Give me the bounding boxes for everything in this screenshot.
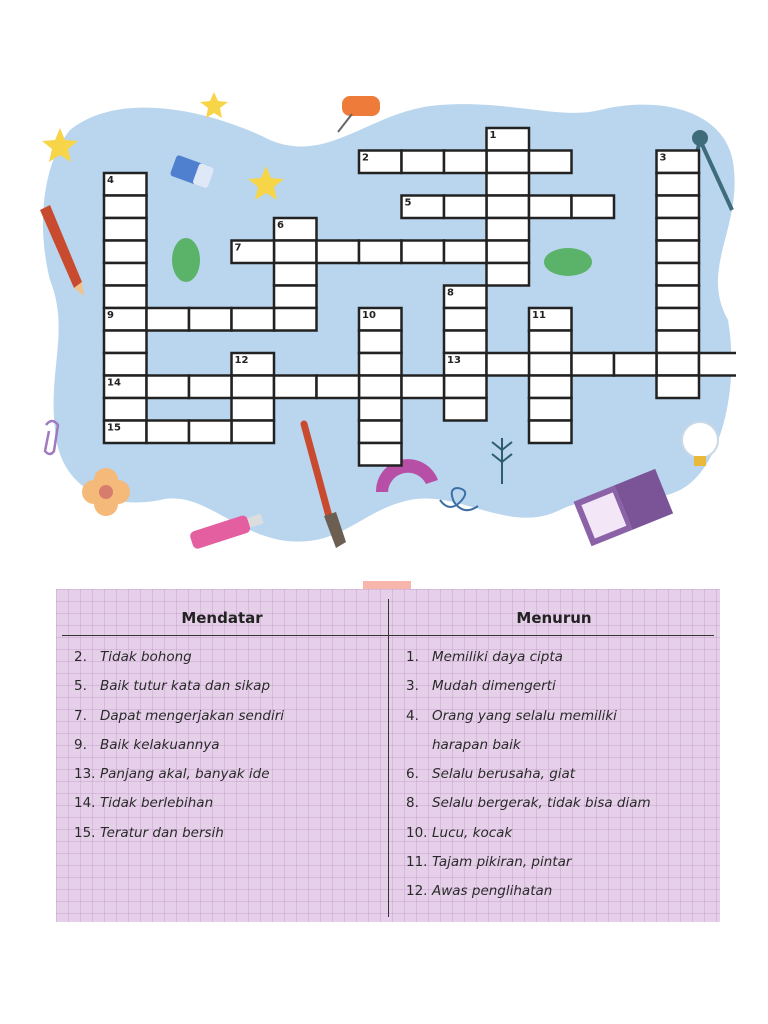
across-clue: 14. Tidak berlebihan (74, 795, 214, 812)
grid-cell[interactable] (232, 308, 275, 331)
grid-cell[interactable] (487, 353, 530, 376)
grid-cell[interactable] (274, 308, 317, 331)
grid-cell[interactable] (657, 331, 700, 354)
clue-card (56, 589, 720, 922)
grid-cell[interactable] (657, 353, 700, 376)
grid-cell[interactable] (444, 151, 487, 174)
grid-cell[interactable] (529, 151, 572, 174)
grid-cell[interactable] (657, 196, 700, 219)
grid-cell[interactable] (232, 398, 275, 421)
clue-number-10: 10 (362, 310, 376, 321)
grid-cell[interactable] (657, 376, 700, 399)
leaf-icon (544, 248, 592, 276)
grid-cell[interactable] (317, 376, 360, 399)
grid-cell[interactable] (232, 421, 275, 444)
grid-cell[interactable] (317, 241, 360, 264)
column-divider (388, 599, 389, 917)
grid-cell[interactable] (147, 376, 190, 399)
across-clue: 7. Dapat mengerjakan sendiri (74, 707, 285, 724)
clue-number-7: 7 (234, 242, 242, 254)
grid-cell[interactable] (274, 286, 317, 309)
grid-cell[interactable] (359, 443, 402, 466)
grid-cell[interactable] (104, 398, 147, 421)
grid-cell[interactable] (699, 353, 736, 376)
grid-cell[interactable] (274, 241, 317, 264)
down-clue: 12. Awas penglihatan (406, 883, 553, 900)
grid-cell[interactable] (444, 376, 487, 399)
grid-cell[interactable] (657, 263, 700, 286)
grid-cell[interactable] (359, 376, 402, 399)
clue-number-12: 12 (234, 355, 249, 366)
clue-number-9: 9 (107, 310, 114, 321)
grid-cell[interactable] (104, 218, 147, 241)
across-clue: 15. Teratur dan bersih (74, 824, 224, 841)
grid-cell[interactable] (104, 263, 147, 286)
grid-cell[interactable] (104, 353, 147, 376)
across-clue: 5. Baik tutur kata dan sikap (74, 678, 271, 695)
across-title: Mendatar (181, 609, 263, 627)
down-clue: harapan baik (432, 736, 521, 753)
down-title: Menurun (516, 609, 592, 627)
grid-cell[interactable] (572, 353, 615, 376)
grid-cell[interactable] (402, 241, 445, 264)
down-clue-list (406, 647, 651, 911)
star-icon (200, 92, 228, 118)
grid-cell[interactable] (529, 421, 572, 444)
grid-cell[interactable] (104, 196, 147, 219)
crossword-svg (40, 90, 736, 570)
clue-number-11: 11 (532, 310, 546, 321)
clue-number-5: 5 (404, 197, 412, 209)
grid-cell[interactable] (444, 196, 487, 219)
grid-cell[interactable] (444, 331, 487, 354)
down-clue: 3. Mudah dimengerti (406, 678, 556, 695)
grid-cell[interactable] (402, 376, 445, 399)
grid-cell[interactable] (359, 353, 402, 376)
grid-cell[interactable] (487, 173, 530, 196)
grid-cell[interactable] (189, 376, 232, 399)
crossword-illustration (40, 90, 736, 570)
across-clue: 9. Baik kelakuannya (74, 736, 220, 753)
grid-cell[interactable] (359, 421, 402, 444)
clue-number-3: 3 (659, 152, 667, 164)
grid-cell[interactable] (614, 353, 657, 376)
grid-cell[interactable] (487, 151, 530, 174)
clue-number-15: 15 (107, 422, 121, 434)
across-clue-list (74, 647, 284, 852)
grid-cell[interactable] (402, 151, 445, 174)
clue-number-14: 14 (107, 377, 121, 389)
clue-number-4: 4 (107, 175, 114, 186)
clue-number-2: 2 (362, 152, 369, 164)
grid-cell[interactable] (444, 241, 487, 264)
grid-cell[interactable] (529, 398, 572, 421)
grid-cell[interactable] (104, 241, 147, 264)
grid-cell[interactable] (147, 421, 190, 444)
grid-cell[interactable] (232, 376, 275, 399)
grid-cell[interactable] (529, 376, 572, 399)
grid-cell[interactable] (657, 218, 700, 241)
across-clue: 13. Panjang akal, banyak ide (74, 766, 270, 783)
grid-cell[interactable] (359, 331, 402, 354)
grid-cell[interactable] (657, 173, 700, 196)
grid-cell[interactable] (147, 308, 190, 331)
grid-cell[interactable] (487, 263, 530, 286)
grid-cell[interactable] (487, 241, 530, 264)
clue-number-6: 6 (277, 220, 284, 231)
down-clue: 8. Selalu bergerak, tidak bisa diam (406, 795, 651, 812)
grid-cell[interactable] (529, 353, 572, 376)
grid-cell[interactable] (359, 398, 402, 421)
grid-cell[interactable] (274, 376, 317, 399)
grid-cell[interactable] (657, 286, 700, 309)
grid-cell[interactable] (487, 196, 530, 219)
grid-cell[interactable] (189, 421, 232, 444)
down-clue: 10. Lucu, kocak (406, 824, 513, 841)
grid-cell[interactable] (444, 398, 487, 421)
grid-cell[interactable] (487, 218, 530, 241)
clue-number-13: 13 (447, 355, 461, 366)
grid-cell[interactable] (657, 241, 700, 264)
grid-cell[interactable] (529, 331, 572, 354)
clue-number-1: 1 (489, 130, 497, 141)
grid-cell[interactable] (274, 263, 317, 286)
grid-cell[interactable] (572, 196, 615, 219)
leaf-icon (172, 238, 200, 282)
grid-cell[interactable] (189, 308, 232, 331)
grid-cell[interactable] (359, 241, 402, 264)
down-clue: 1. Memiliki daya cipta (406, 649, 563, 665)
clue-number-8: 8 (447, 287, 454, 299)
grid-cell[interactable] (529, 196, 572, 219)
down-clue: 6. Selalu berusaha, giat (406, 766, 576, 783)
grid-cell[interactable] (104, 331, 147, 354)
down-clue: 11. Tajam pikiran, pintar (406, 854, 572, 871)
across-clue: 2. Tidak bohong (74, 649, 192, 665)
down-clue: 4. Orang yang selalu memiliki (406, 707, 617, 724)
grid-cell[interactable] (104, 286, 147, 309)
grid-cell[interactable] (444, 308, 487, 331)
grid-cell[interactable] (657, 308, 700, 331)
